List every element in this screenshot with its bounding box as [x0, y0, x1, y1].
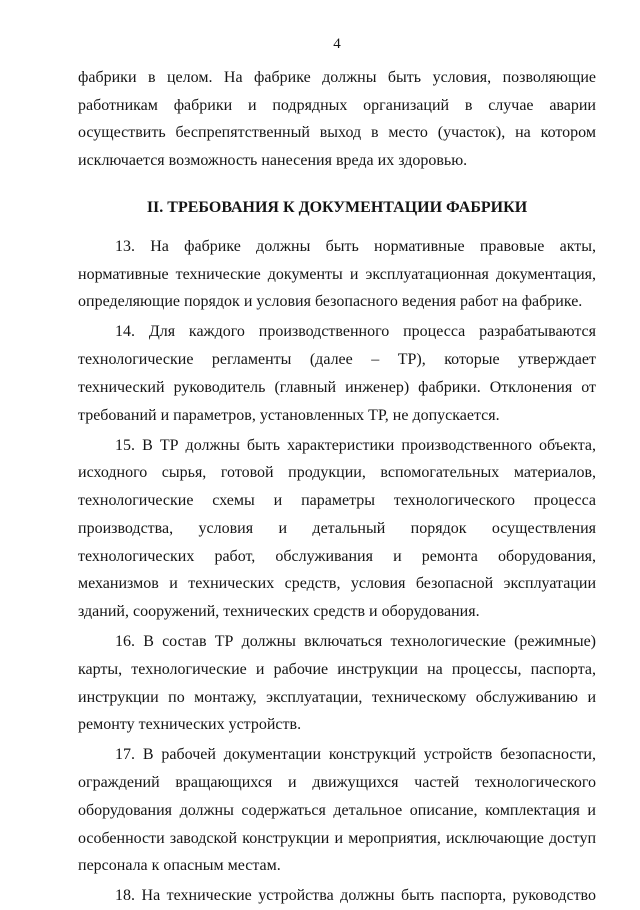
- paragraph-14: 14. Для каждого производственного процесса разрабатываются технологические регламенты (далее – ТР), которые утверждает технический руководитель (главный инженер) фабрики. Отклонения от требований и параметров, установленных ТР, не допускается.: [78, 323, 596, 424]
- paragraph-16: 16. В состав ТР должны включаться технологические (режимные) карты, технологические и рабочие инструкции на процессы, паспорта, инструкции по монтажу, эксплуатации, техническому обслуживанию и ремонту технических устройств.: [78, 633, 596, 734]
- paragraph-13: 13. На фабрике должны быть нормативные правовые акты, нормативные технические документы и эксплуатационная документация, определяющие порядок и условия безопасного ведения работ на фабрике.: [78, 237, 596, 311]
- section-heading: II. ТРЕБОВАНИЯ К ДОКУМЕНТАЦИИ ФАБРИКИ: [146, 198, 528, 216]
- document-page: [78, 0, 596, 905]
- paragraph-18: 18. На технические устройства должны быть паспорта, руководство: [115, 887, 596, 905]
- intro-paragraph: фабрики в целом. На фабрике должны быть условия, позволяющие работникам фабрики и подрядных организаций в случае аварии осуществить беспрепятственный выход в место (участок), на котором исключается возможность нанесения вреда их здоровью.: [78, 69, 596, 170]
- paragraph-15: 15. В ТР должны быть характеристики производственного объекта, исходного сырья, готовой продукции, вспомогательных материалов, технологические схемы и параметры технологического процесса производства, условия и детальный порядок осуществления технологических работ, обслуживания и ремонта оборудования, механизмов и технических средств, условия безопасной эксплуатации зданий, сооружений, технических средств и оборудования.: [78, 436, 596, 620]
- document-body: [78, 64, 596, 910]
- paragraph-17: 17. В рабочей документации конструкций устройств безопасности, ограждений вращающихся и движущихся частей технологического оборудования должны содержаться детальное описание, комплектация и особенности заводской конструкции и мероприятия, исключающие доступ персонала к опасным местам.: [78, 746, 596, 875]
- page-number: 4: [333, 36, 341, 52]
